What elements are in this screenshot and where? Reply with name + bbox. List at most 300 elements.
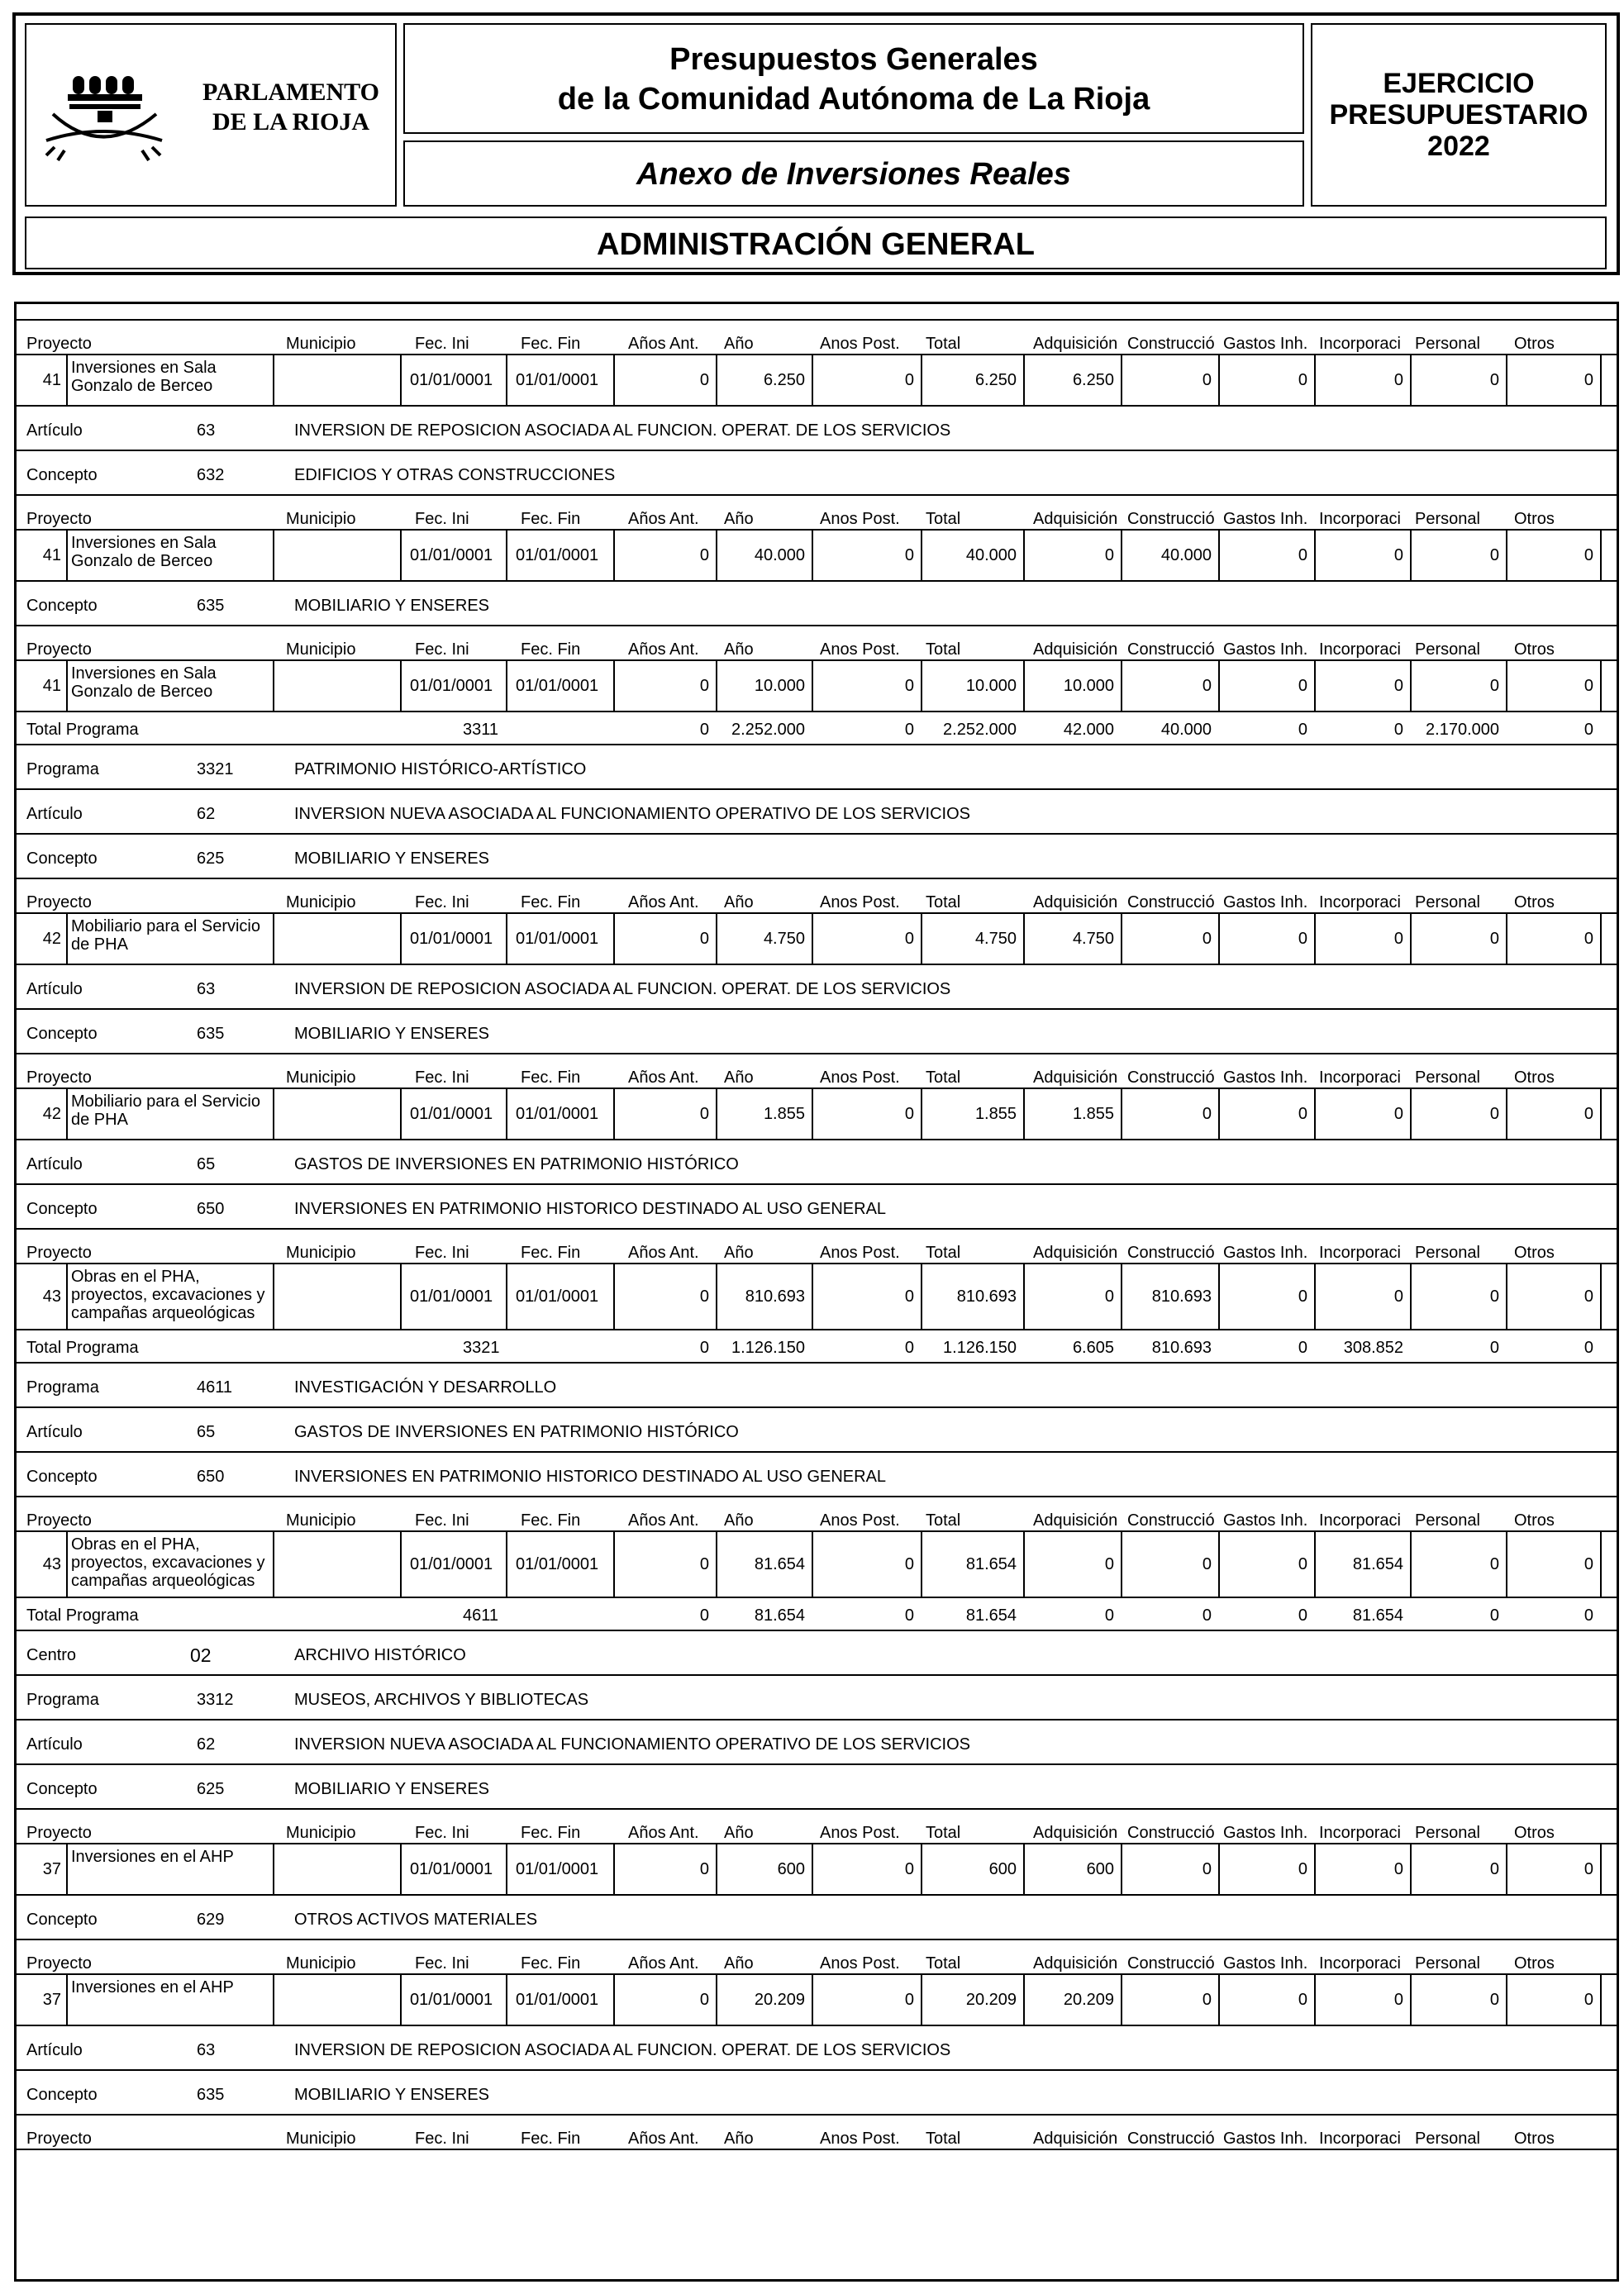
column-header-construccion: Construcció	[1127, 510, 1215, 528]
column-header-row	[17, 506, 1617, 531]
column-header-construccion: Construcció	[1127, 1824, 1215, 1842]
column-header-anos-ant: Años Ant.	[628, 335, 699, 353]
value-otr: 0	[1584, 1105, 1593, 1123]
program-total-row	[17, 1330, 1617, 1364]
column-header-ano: Año	[724, 1954, 754, 1973]
column-header-gastos-inh: Gastos Inh.	[1223, 893, 1308, 911]
value-con: 0	[1202, 1991, 1212, 2009]
value-inc: 0	[1393, 1105, 1403, 1123]
column-header-construccion: Construcció	[1127, 1068, 1215, 1087]
cell-end	[1600, 531, 1602, 580]
value-post: 0	[904, 371, 914, 389]
column-header-personal: Personal	[1415, 1511, 1480, 1530]
value-post: 0	[904, 1860, 914, 1878]
column-header-total: Total	[926, 893, 961, 911]
section-row-articulo	[17, 407, 1617, 451]
cell-adq	[1023, 1532, 1121, 1597]
column-header-otros: Otros	[1514, 1824, 1555, 1842]
section-row-articulo	[17, 1720, 1617, 1765]
cell-ano	[716, 914, 812, 964]
value-con: 0	[1202, 677, 1212, 695]
project-description: Inversiones en Sala Gonzalo de Berceo	[71, 534, 217, 570]
annex-panel	[403, 140, 1304, 207]
section-label: Artículo	[26, 805, 83, 823]
title-panel	[403, 23, 1304, 134]
column-header-fec-ini: Fec. Ini	[415, 1824, 469, 1842]
column-header-row	[17, 636, 1617, 661]
program-total-row	[17, 712, 1617, 745]
column-header-adquisicion: Adquisición	[1033, 1954, 1118, 1973]
cell-per	[1410, 355, 1506, 405]
section-label: Artículo	[26, 1155, 83, 1173]
section-code: 63	[197, 980, 216, 998]
value-gas: 0	[1298, 1287, 1307, 1306]
section-name: ARCHIVO HISTÓRICO	[294, 1646, 466, 1664]
column-header-municipio: Municipio	[286, 335, 356, 353]
column-header-anos-ant: Años Ant.	[628, 1244, 699, 1262]
cell-con	[1121, 1844, 1218, 1894]
title-line-2: de la Comunidad Autónoma de La Rioja	[557, 82, 1150, 117]
value-adq: 20.209	[1063, 1991, 1114, 2009]
column-header-total: Total	[926, 640, 961, 659]
value-per: 0	[1489, 1860, 1499, 1878]
cell-gas	[1218, 661, 1314, 711]
cell-ant	[613, 1844, 716, 1894]
value-otr: 0	[1584, 1860, 1593, 1878]
project-id: 42	[42, 1105, 61, 1123]
cell-ant	[613, 1264, 716, 1329]
cell-post	[812, 1532, 921, 1597]
section-label: Artículo	[26, 1735, 83, 1754]
column-header-fec-fin: Fec. Fin	[521, 1824, 581, 1842]
cell-ini	[400, 1264, 506, 1329]
cell-adq	[1023, 661, 1121, 711]
total-program-code: 3321	[463, 1339, 500, 1357]
column-header-proyecto: Proyecto	[26, 1824, 92, 1842]
cell-adq	[1023, 1264, 1121, 1329]
column-header-ano: Año	[724, 1068, 754, 1087]
project-id: 37	[42, 1991, 61, 2009]
section-label: Programa	[26, 760, 99, 778]
cell-ant	[613, 355, 716, 405]
column-header-otros: Otros	[1514, 893, 1555, 911]
section-row-articulo	[17, 2026, 1617, 2071]
cell-end	[1600, 661, 1602, 711]
start-date: 01/01/0001	[410, 371, 493, 389]
cell-fin	[506, 1264, 613, 1329]
cell-ant	[613, 661, 716, 711]
column-header-fec-fin: Fec. Fin	[521, 893, 581, 911]
cell-gas	[1218, 914, 1314, 964]
cell-fin	[506, 1089, 613, 1139]
section-row-concepto	[17, 835, 1617, 879]
cell-end	[1600, 1089, 1602, 1139]
cell-total	[921, 1532, 1023, 1597]
column-header-anos-ant: Años Ant.	[628, 1511, 699, 1530]
cell-mun	[273, 355, 400, 405]
column-header-proyecto: Proyecto	[26, 1954, 92, 1973]
section-row-concepto	[17, 1185, 1617, 1230]
section-row-concepto	[17, 1765, 1617, 1810]
cell-ant	[613, 1975, 716, 2025]
column-header-adquisicion: Adquisición	[1033, 1824, 1118, 1842]
column-header-adquisicion: Adquisición	[1033, 1244, 1118, 1262]
column-header-anos-post: Anos Post.	[820, 1244, 900, 1262]
cell-ini	[400, 531, 506, 580]
section-row-concepto	[17, 1453, 1617, 1497]
section-name: OTROS ACTIVOS MATERIALES	[294, 1911, 538, 1929]
section-row-concepto	[17, 582, 1617, 626]
value-ano: 810.693	[745, 1287, 805, 1306]
section-code: 625	[197, 850, 225, 868]
value-total: 10.000	[965, 677, 1017, 695]
value-adq: 0	[1104, 1555, 1114, 1573]
total-per: 2.170.000	[1426, 721, 1499, 739]
column-header-fec-ini: Fec. Ini	[415, 1954, 469, 1973]
value-post: 0	[904, 1287, 914, 1306]
cell-otr	[1506, 1532, 1600, 1597]
start-date: 01/01/0001	[410, 1287, 493, 1306]
section-row-articulo	[17, 790, 1617, 835]
value-ant: 0	[699, 677, 709, 695]
cell-total	[921, 355, 1023, 405]
value-otr: 0	[1584, 1991, 1593, 2009]
end-date: 01/01/0001	[516, 546, 599, 564]
value-inc: 0	[1393, 1860, 1403, 1878]
section-code: 650	[197, 1468, 225, 1486]
value-post: 0	[904, 1555, 914, 1573]
value-ano: 81.654	[754, 1555, 805, 1573]
cell-gas	[1218, 355, 1314, 405]
column-header-construccion: Construcció	[1127, 1244, 1215, 1262]
column-header-construccion: Construcció	[1127, 1511, 1215, 1530]
column-header-proyecto: Proyecto	[26, 640, 92, 659]
total-otr: 0	[1584, 1606, 1593, 1625]
value-adq: 10.000	[1063, 677, 1114, 695]
title-line-1: Presupuestos Generales	[669, 42, 1038, 77]
column-header-construccion: Construcció	[1127, 1954, 1215, 1973]
cell-ini	[400, 661, 506, 711]
column-header-adquisicion: Adquisición	[1033, 1068, 1118, 1087]
total-per: 0	[1489, 1606, 1499, 1625]
column-header-adquisicion: Adquisición	[1033, 893, 1118, 911]
column-header-adquisicion: Adquisición	[1033, 1511, 1118, 1530]
cell-ano	[716, 1089, 812, 1139]
total-program-code: 4611	[463, 1606, 499, 1625]
value-total: 1.855	[974, 1105, 1017, 1123]
cell-mun	[273, 531, 400, 580]
value-total: 40.000	[965, 546, 1017, 564]
value-ant: 0	[699, 1555, 709, 1573]
section-code: 635	[197, 2086, 225, 2104]
project-row	[17, 914, 1617, 965]
cell-per	[1410, 661, 1506, 711]
cell-per	[1410, 1264, 1506, 1329]
fiscal-year-line-2: PRESUPUESTARIO	[1329, 99, 1588, 131]
cell-ano	[716, 355, 812, 405]
value-post: 0	[904, 546, 914, 564]
section-name: INVERSION NUEVA ASOCIADA AL FUNCIONAMIENTO OPERATIVO DE LOS SERVICIOS	[294, 1735, 970, 1754]
total-ant: 0	[699, 1339, 709, 1357]
value-inc: 0	[1393, 546, 1403, 564]
column-header-anos-ant: Años Ant.	[628, 1068, 699, 1087]
column-header-row	[17, 1507, 1617, 1532]
section-name: MOBILIARIO Y ENSERES	[294, 597, 490, 615]
cell-post	[812, 914, 921, 964]
cell-total	[921, 661, 1023, 711]
value-per: 0	[1489, 677, 1499, 695]
project-description: Mobiliario para el Servicio de PHA	[71, 917, 260, 954]
value-con: 0	[1202, 371, 1212, 389]
project-row	[17, 1532, 1617, 1598]
project-id: 41	[42, 677, 61, 695]
column-header-fec-fin: Fec. Fin	[521, 2130, 581, 2148]
value-total: 20.209	[965, 1991, 1017, 2009]
column-header-anos-ant: Años Ant.	[628, 1954, 699, 1973]
section-row-concepto	[17, 1896, 1617, 1940]
column-header-fec-fin: Fec. Fin	[521, 1954, 581, 1973]
column-header-ano: Año	[724, 335, 754, 353]
value-per: 0	[1489, 1287, 1499, 1306]
value-con: 810.693	[1151, 1287, 1212, 1306]
total-ant: 0	[699, 1606, 709, 1625]
cell-otr	[1506, 661, 1600, 711]
cell-gas	[1218, 1264, 1314, 1329]
project-row	[17, 1975, 1617, 2026]
column-header-municipio: Municipio	[286, 2130, 356, 2148]
total-label: Total Programa	[26, 1339, 139, 1357]
column-header-incorporacion: Incorporaci	[1319, 1068, 1401, 1087]
section-name: MUSEOS, ARCHIVOS Y BIBLIOTECAS	[294, 1691, 589, 1709]
section-name: INVERSION DE REPOSICION ASOCIADA AL FUNCION. OPERAT. DE LOS SERVICIOS	[294, 421, 951, 440]
section-name: INVERSION NUEVA ASOCIADA AL FUNCIONAMIENTO OPERATIVO DE LOS SERVICIOS	[294, 805, 970, 823]
total-inc: 0	[1393, 721, 1403, 739]
cell-adq	[1023, 1089, 1121, 1139]
cell-post	[812, 355, 921, 405]
value-otr: 0	[1584, 1555, 1593, 1573]
value-inc: 0	[1393, 930, 1403, 948]
column-header-adquisicion: Adquisición	[1033, 640, 1118, 659]
column-header-incorporacion: Incorporaci	[1319, 893, 1401, 911]
value-gas: 0	[1298, 1991, 1307, 2009]
cell-total	[921, 914, 1023, 964]
cell-ant	[613, 1089, 716, 1139]
column-header-ano: Año	[724, 1511, 754, 1530]
cell-mun	[273, 1532, 400, 1597]
cell-ano	[716, 1264, 812, 1329]
total-inc: 81.654	[1352, 1606, 1403, 1625]
project-id: 42	[42, 930, 61, 948]
section-name: INVERSION DE REPOSICION ASOCIADA AL FUNCION. OPERAT. DE LOS SERVICIOS	[294, 2041, 951, 2059]
column-header-fec-ini: Fec. Ini	[415, 335, 469, 353]
cell-mun	[273, 661, 400, 711]
section-label: Concepto	[26, 1911, 98, 1929]
cell-fin	[506, 661, 613, 711]
column-header-anos-ant: Años Ant.	[628, 893, 699, 911]
cell-ano	[716, 1532, 812, 1597]
logo-text	[192, 78, 390, 137]
section-code: 635	[197, 1025, 225, 1043]
table-top-strip	[14, 302, 1619, 321]
column-header-adquisicion: Adquisición	[1033, 335, 1118, 353]
cell-mun	[273, 1975, 400, 2025]
cell-total	[921, 1264, 1023, 1329]
value-adq: 1.855	[1072, 1105, 1114, 1123]
column-header-incorporacion: Incorporaci	[1319, 1824, 1401, 1842]
cell-post	[812, 1975, 921, 2025]
section-code: 62	[197, 805, 216, 823]
value-per: 0	[1489, 1105, 1499, 1123]
column-header-gastos-inh: Gastos Inh.	[1223, 1954, 1308, 1973]
column-header-fec-ini: Fec. Ini	[415, 640, 469, 659]
cell-con	[1121, 531, 1218, 580]
column-header-row	[17, 2125, 1617, 2150]
section-code: 650	[197, 1200, 225, 1218]
column-header-municipio: Municipio	[286, 1824, 356, 1842]
cell-inc	[1314, 661, 1410, 711]
cell-inc	[1314, 914, 1410, 964]
column-header-personal: Personal	[1415, 1954, 1480, 1973]
cell-fin	[506, 1532, 613, 1597]
value-total: 81.654	[965, 1555, 1017, 1573]
column-header-row	[17, 1820, 1617, 1844]
column-header-row	[17, 1064, 1617, 1089]
cell-ini	[400, 355, 506, 405]
project-description: Inversiones en el AHP	[71, 1848, 234, 1866]
total-total: 81.654	[965, 1606, 1017, 1625]
project-description: Obras en el PHA, proyectos, excavaciones y campañas arqueológicas	[71, 1268, 265, 1322]
cell-con	[1121, 1264, 1218, 1329]
cell-total	[921, 1975, 1023, 2025]
column-header-personal: Personal	[1415, 640, 1480, 659]
end-date: 01/01/0001	[516, 1991, 599, 2009]
column-header-adquisicion: Adquisición	[1033, 510, 1118, 528]
value-ano: 40.000	[754, 546, 805, 564]
cell-ini	[400, 1975, 506, 2025]
value-otr: 0	[1584, 677, 1593, 695]
cell-adq	[1023, 1975, 1121, 2025]
section-code: 65	[197, 1155, 216, 1173]
column-header-otros: Otros	[1514, 1511, 1555, 1530]
section-name: MOBILIARIO Y ENSERES	[294, 1025, 490, 1043]
cell-ant	[613, 531, 716, 580]
section-label: Concepto	[26, 1200, 98, 1218]
value-otr: 0	[1584, 1287, 1593, 1306]
column-header-municipio: Municipio	[286, 510, 356, 528]
project-id: 37	[42, 1860, 61, 1878]
column-header-fec-ini: Fec. Ini	[415, 1068, 469, 1087]
cell-otr	[1506, 355, 1600, 405]
section-label: Programa	[26, 1691, 99, 1709]
project-description: Obras en el PHA, proyectos, excavaciones y campañas arqueológicas	[71, 1535, 265, 1590]
column-header-fec-fin: Fec. Fin	[521, 510, 581, 528]
section-name: GASTOS DE INVERSIONES EN PATRIMONIO HISTÓRICO	[294, 1155, 739, 1173]
column-header-ano: Año	[724, 893, 754, 911]
total-con: 40.000	[1160, 721, 1212, 739]
column-header-gastos-inh: Gastos Inh.	[1223, 335, 1308, 353]
cell-otr	[1506, 1264, 1600, 1329]
value-otr: 0	[1584, 371, 1593, 389]
cell-desc	[66, 1975, 273, 2025]
section-code: 63	[197, 2041, 216, 2059]
cell-end	[1600, 1532, 1602, 1597]
column-header-personal: Personal	[1415, 510, 1480, 528]
column-header-fec-fin: Fec. Fin	[521, 335, 581, 353]
column-header-incorporacion: Incorporaci	[1319, 1511, 1401, 1530]
column-header-gastos-inh: Gastos Inh.	[1223, 1244, 1308, 1262]
column-header-otros: Otros	[1514, 335, 1555, 353]
cell-desc	[66, 1089, 273, 1139]
column-header-gastos-inh: Gastos Inh.	[1223, 510, 1308, 528]
program-total-row	[17, 1598, 1617, 1631]
cell-end	[1600, 914, 1602, 964]
section-label: Artículo	[26, 421, 83, 440]
start-date: 01/01/0001	[410, 1105, 493, 1123]
column-header-otros: Otros	[1514, 640, 1555, 659]
value-per: 0	[1489, 930, 1499, 948]
section-name: INVESTIGACIÓN Y DESARROLLO	[294, 1378, 557, 1397]
total-ano: 2.252.000	[731, 721, 805, 739]
cell-inc	[1314, 1264, 1410, 1329]
project-row	[17, 1264, 1617, 1330]
section-label: Concepto	[26, 1780, 98, 1798]
column-header-incorporacion: Incorporaci	[1319, 640, 1401, 659]
cell-gas	[1218, 1975, 1314, 2025]
cell-ini	[400, 914, 506, 964]
section-title: ADMINISTRACIÓN GENERAL	[597, 227, 1035, 262]
value-post: 0	[904, 677, 914, 695]
total-inc: 308.852	[1343, 1339, 1403, 1357]
section-label: Artículo	[26, 1423, 83, 1441]
total-post: 0	[904, 1339, 914, 1357]
value-con: 0	[1202, 930, 1212, 948]
cell-inc	[1314, 1089, 1410, 1139]
section-row-programa	[17, 1676, 1617, 1720]
value-post: 0	[904, 930, 914, 948]
value-gas: 0	[1298, 1105, 1307, 1123]
column-header-fec-fin: Fec. Fin	[521, 1511, 581, 1530]
fiscal-year-text	[1312, 68, 1605, 162]
column-header-proyecto: Proyecto	[26, 2130, 92, 2148]
column-header-anos-post: Anos Post.	[820, 1954, 900, 1973]
section-label: Artículo	[26, 980, 83, 998]
cell-post	[812, 661, 921, 711]
column-header-fec-fin: Fec. Fin	[521, 640, 581, 659]
column-header-construccion: Construcció	[1127, 640, 1215, 659]
section-banner	[25, 217, 1607, 269]
start-date: 01/01/0001	[410, 1991, 493, 2009]
cell-otr	[1506, 531, 1600, 580]
column-header-adquisicion: Adquisición	[1033, 2130, 1118, 2148]
project-id: 43	[42, 1287, 61, 1306]
section-code: 629	[197, 1911, 225, 1929]
cell-con	[1121, 1089, 1218, 1139]
section-name: MOBILIARIO Y ENSERES	[294, 2086, 490, 2104]
value-ano: 1.855	[763, 1105, 805, 1123]
project-description: Inversiones en Sala Gonzalo de Berceo	[71, 359, 217, 395]
cell-post	[812, 531, 921, 580]
column-header-ano: Año	[724, 510, 754, 528]
column-header-otros: Otros	[1514, 1954, 1555, 1973]
column-header-municipio: Municipio	[286, 1068, 356, 1087]
fiscal-year-line-1: EJERCICIO	[1383, 68, 1535, 99]
value-gas: 0	[1298, 371, 1307, 389]
column-header-anos-post: Anos Post.	[820, 640, 900, 659]
cell-desc	[66, 1264, 273, 1329]
column-header-proyecto: Proyecto	[26, 510, 92, 528]
column-header-incorporacion: Incorporaci	[1319, 1954, 1401, 1973]
cell-adq	[1023, 914, 1121, 964]
